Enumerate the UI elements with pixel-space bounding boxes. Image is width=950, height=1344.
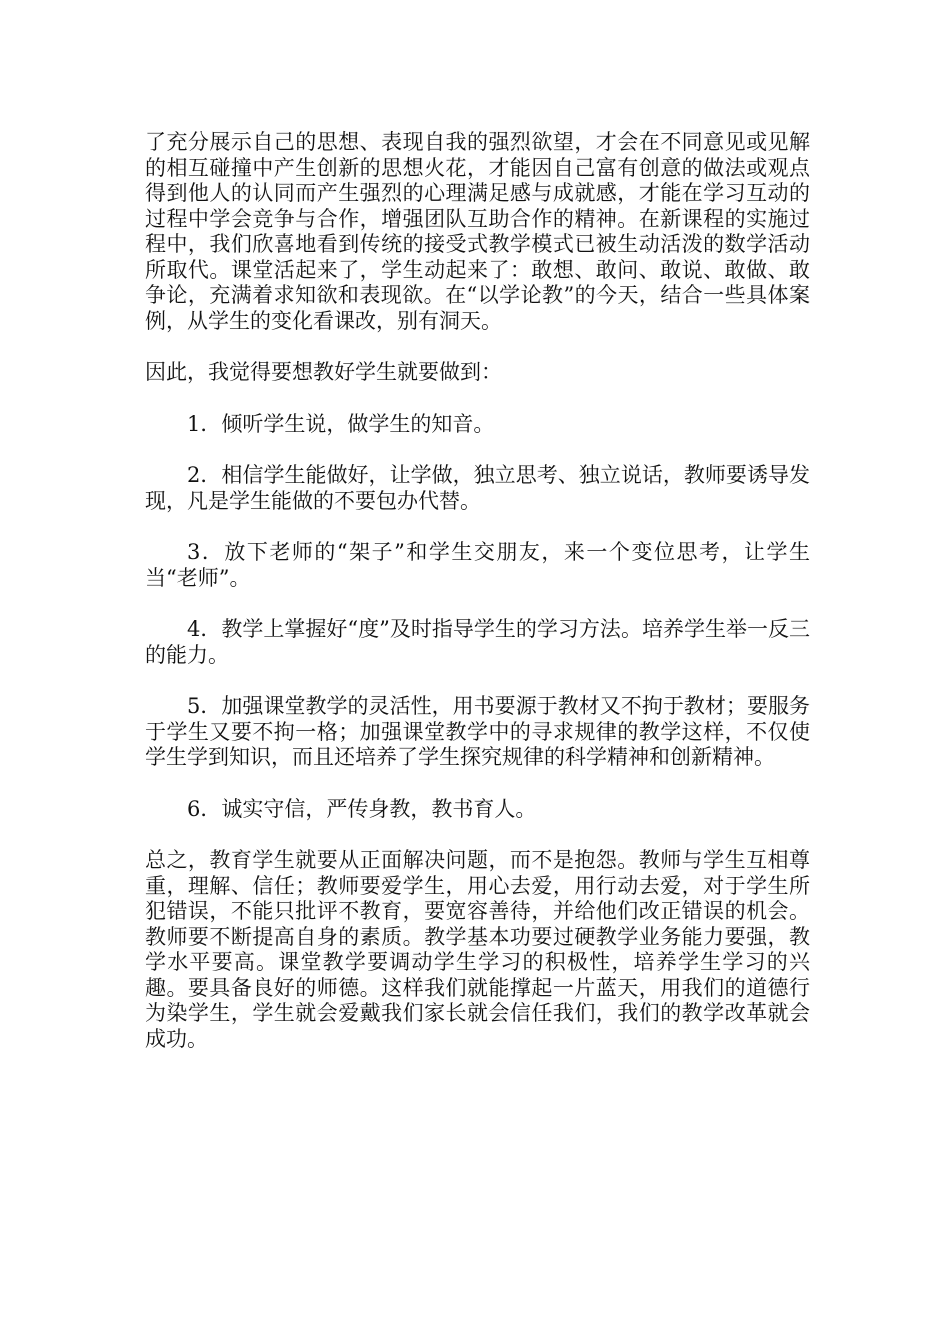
list-item-text: 加强课堂教学的灵活性，用书要源于教材又不拘于教材；要服务于学生又要不拘一格；加强课堂教学中的寻求规律的教学这样，不仅使学生学到知识，而且还培养了学生探究规律的科学精神和创新精神。 <box>145 694 810 769</box>
list-item-6 <box>145 797 810 823</box>
list-item-text: 相信学生能做好，让学做，独立思考、独立说话，教师要诱导发现，凡是学生能做的不要包办代替。 <box>145 463 810 513</box>
list-item-number: 3． <box>187 540 225 564</box>
list-item-4 <box>145 617 810 668</box>
list-item-number: 5． <box>187 694 222 718</box>
list-item-text: 放下老师的“架子”和学生交朋友，来一个变位思考，让学生当“老师”。 <box>145 540 810 590</box>
list-item-text: 教学上掌握好“度”及时指导学生的学习方法。培养学生举一反三的能力。 <box>145 617 810 667</box>
list-item-1 <box>145 412 810 438</box>
list-item-5 <box>145 694 810 771</box>
intro-paragraph: 了充分展示自己的思想、表现自我的强烈欲望，才会在不同意见或见解的相互碰撞中产生创新的思想火花，才能因自己富有创意的做法或观点得到他人的认同而产生强烈的心理满足感与成就感，才能在学习互动的过程中学会竞争与合作，增强团队互助合作的精神。在新课程的实施过程中，我们欣喜地看到传统的接受式教学模式已被生动活泼的数学活动所取代。课堂活起来了，学生动起来了：敢想、敢问、敢说、敢做、敢争论，充满着求知欲和表现欲。在“以学论教”的今天，结合一些具体案例，从学生的变化看课改，别有洞天。 <box>145 130 810 333</box>
list-item-number: 1． <box>187 411 222 436</box>
conclusion-paragraph: 总之，教育学生就要从正面解决问题，而不是抱怨。教师与学生互相尊重，理解、信任；教师要爱学生，用心去爱，用行动去爱，对于学生所犯错误，不能只批评不教育，要宽容善待，并给他们改正错误的机会。教师要不断提高自身的素质。教学基本功要过硬教学业务能力要强，教学水平要高。课堂教学要调动学生学习的积极性，培养学生学习的兴趣。要具备良好的师德。这样我们就能撑起一片蓝天，用我们的道德行为染学生，学生就会爱戴我们家长就会信任我们，我们的教学改革就会成功。 <box>145 848 810 1051</box>
document-body <box>145 130 810 1078</box>
list-item-number: 2． <box>187 463 222 487</box>
list-item-number: 6． <box>187 796 222 821</box>
list-item-number: 4． <box>187 617 222 641</box>
list-item-text: 倾听学生说，做学生的知音。 <box>221 411 495 436</box>
list-item-2 <box>145 463 810 514</box>
list-item-3 <box>145 540 810 591</box>
list-item-text: 诚实守信，严传身教，教书育人。 <box>221 796 537 821</box>
lead-paragraph: 因此，我觉得要想教好学生就要做到： <box>145 360 502 384</box>
